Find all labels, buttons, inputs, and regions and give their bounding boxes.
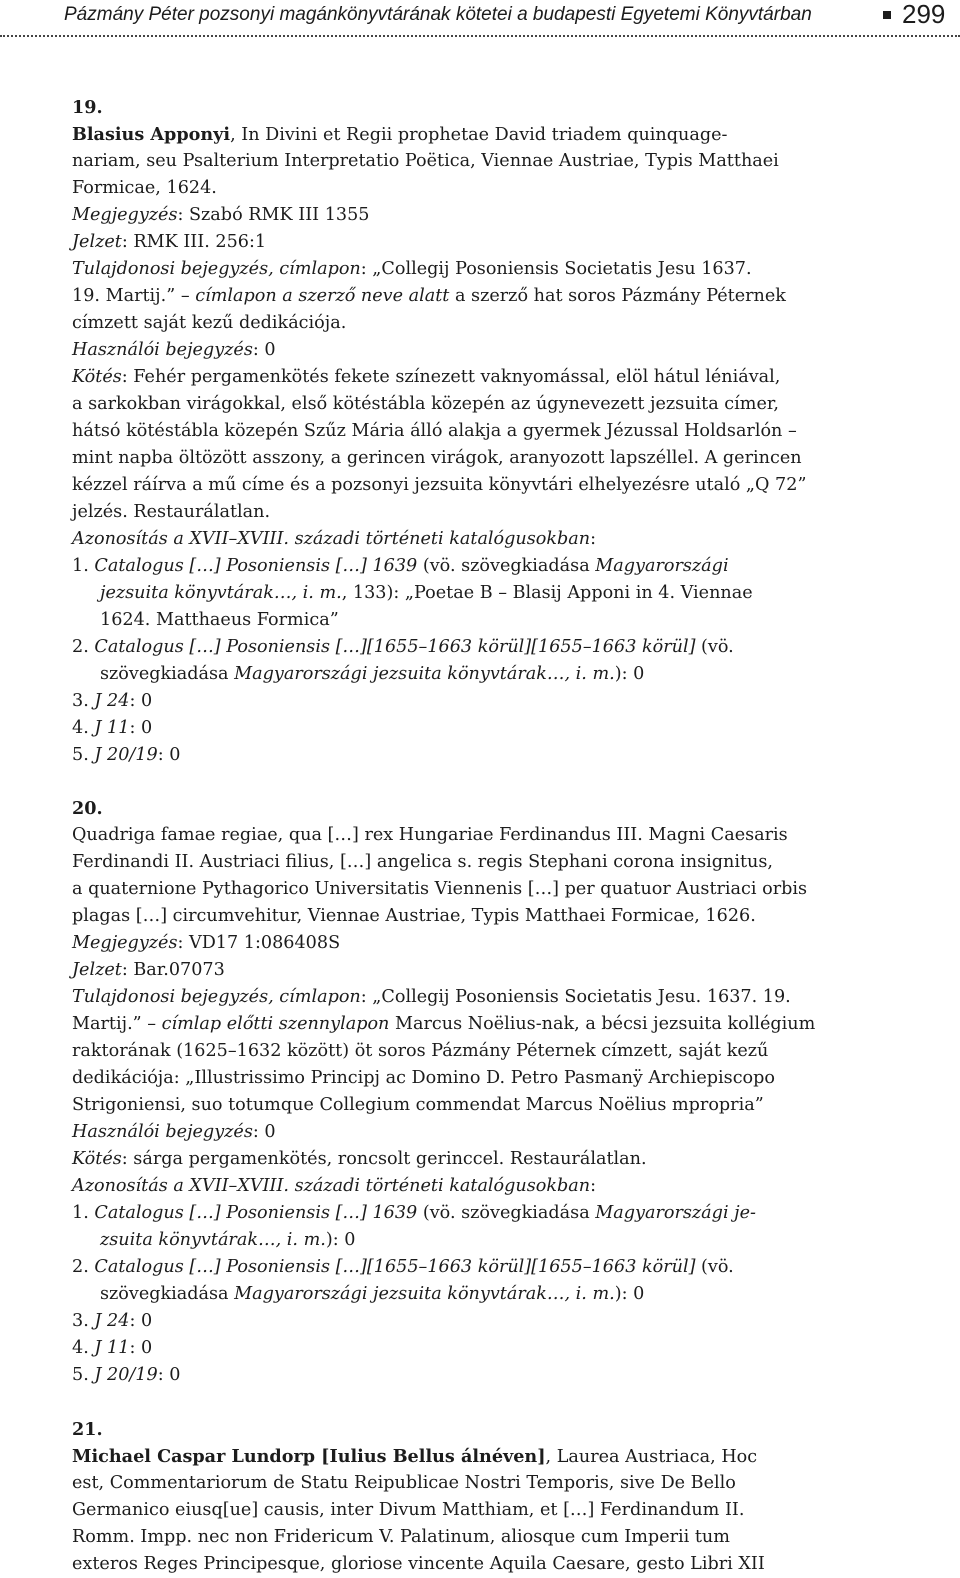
- text-run: : RMK III. 256:1: [121, 232, 267, 252]
- text-run: plagas […] circumvehitur, Viennae Austriae, Typis Matthaei Formicae, 1626.: [72, 906, 756, 926]
- text-line: [72, 634, 880, 661]
- text-run: Formicae, 1624.: [72, 178, 217, 198]
- line-text: [72, 1173, 596, 1200]
- line-text: [72, 310, 346, 337]
- text-line: [72, 148, 880, 175]
- bold-text: Blasius Apponyi: [72, 124, 231, 145]
- text-run: (vö. szövegkiadása: [417, 556, 596, 576]
- italic-label: Kötés: [72, 1149, 122, 1169]
- text-line: [72, 337, 880, 364]
- text-line: [72, 310, 880, 337]
- text-run: 4.: [72, 718, 95, 738]
- text-line: [72, 849, 880, 876]
- text-run: jelzés. Restaurálatlan.: [72, 502, 271, 522]
- italic-label: Magyarországi jezsuita könyvtárak…, i. m.: [234, 1284, 615, 1304]
- text-run: 1.: [72, 556, 95, 576]
- text-run: : 0: [252, 340, 276, 360]
- entry-number: 21.: [72, 1419, 103, 1440]
- text-run: (vö.: [695, 637, 734, 657]
- text-run: :: [590, 1176, 597, 1196]
- text-run: Ferdinandi II. Austriaci filius, […] angelica s. regis Stephani corona insignitus,: [72, 852, 773, 872]
- line-text: [72, 984, 791, 1011]
- text-run: a sarkokban virágokkal, első kötéstábla közepén az úgynevezett jezsuita címer,: [72, 394, 779, 414]
- entry-number: 20.: [72, 798, 103, 819]
- text-line: [72, 1443, 880, 1470]
- italic-label: Catalogus […] Posoniensis […][1655–1663 körül][1655–1663 körül]: [94, 1257, 696, 1277]
- italic-label: Catalogus […] Posoniensis […][1655–1663 körül][1655–1663 körül]: [94, 637, 696, 657]
- running-header: [0, 0, 960, 40]
- line-text: [72, 1065, 775, 1092]
- italic-label: Magyarországi jezsuita könyvtárak…, i. m.: [234, 664, 615, 684]
- italic-label: Tulajdonosi bejegyzés, címlapon: [72, 987, 361, 1007]
- italic-label: Azonosítás a XVII–XVIII. századi történeti katalógusokban: [72, 1176, 591, 1196]
- line-text: [72, 1308, 152, 1335]
- italic-label: Használói bejegyzés: [72, 1122, 253, 1142]
- text-run: 3.: [72, 1311, 95, 1331]
- line-text: [72, 1362, 180, 1389]
- italic-label: címlap előtti szennylapon: [161, 1014, 390, 1034]
- text-run: Strigoniensi, suo totumque Collegium commendat Marcus Noëlius mpropria”: [72, 1095, 764, 1115]
- entry-21: [72, 1416, 880, 1578]
- line-text: [72, 418, 797, 445]
- line-text: [72, 337, 276, 364]
- line-text: [72, 283, 786, 310]
- text-run: hátsó kötéstábla közepén Szűz Mária álló alakja a gyermek Jézussal Holdsarlón –: [72, 421, 797, 441]
- text-line: [72, 1335, 880, 1362]
- text-line: [72, 742, 880, 769]
- text-line: [72, 499, 880, 526]
- text-line: [72, 256, 880, 283]
- text-line: [72, 1146, 880, 1173]
- text-run: mint napba öltözött asszony, a gerincen virágok, aranyozott lapszéllel. A gerincen: [72, 448, 802, 468]
- text-line: [72, 1497, 880, 1524]
- italic-label: J 24: [94, 1311, 130, 1331]
- line-text: [72, 1470, 736, 1497]
- line-text: [72, 1200, 756, 1227]
- italic-label: Megjegyzés: [72, 933, 178, 953]
- running-title: Pázmány Péter pozsonyi magánkönyvtárának kötetei a budapesti Egyetemi Könyvtárban: [64, 4, 812, 25]
- text-line: [72, 175, 880, 202]
- text-run: 19. Martij.” –: [72, 286, 196, 306]
- text-line: [72, 1038, 880, 1065]
- text-run: Quadriga famae regiae, qua […] rex Hungariae Ferdinandus III. Magni Caesaris: [72, 825, 788, 845]
- text-line: [72, 364, 880, 391]
- text-line: [72, 930, 880, 957]
- text-run: ): 0: [614, 664, 645, 684]
- text-run: szövegkiadása: [100, 664, 235, 684]
- text-run: , 133): „Poetae B – Blasij Apponi in 4. Viennae: [341, 583, 753, 603]
- text-line: [72, 903, 880, 930]
- line-text: [72, 1551, 765, 1578]
- italic-label: jezsuita könyvtárak…, i. m.: [100, 583, 342, 603]
- italic-label: Jelzet: [72, 232, 122, 252]
- text-run: : Bar.07073: [121, 960, 225, 980]
- line-text: [72, 1092, 764, 1119]
- line-text: [72, 148, 779, 175]
- text-run: 5.: [72, 745, 95, 765]
- line-text: [72, 364, 780, 391]
- text-run: : sárga pergamenkötés, roncsolt gerinccel. Restaurálatlan.: [121, 1149, 647, 1169]
- line-text: [72, 1254, 734, 1281]
- line-text: [72, 1146, 647, 1173]
- text-run: Martij.” –: [72, 1014, 162, 1034]
- text-line: [72, 1200, 880, 1227]
- italic-label: Tulajdonosi bejegyzés, címlapon: [72, 259, 361, 279]
- entry-body: [72, 1443, 880, 1578]
- text-run: : 0: [129, 1311, 153, 1331]
- line-text: [72, 1119, 276, 1146]
- text-line: [72, 1254, 880, 1281]
- italic-label: Kötés: [72, 367, 122, 387]
- italic-label: J 24: [94, 691, 130, 711]
- text-run: nariam, seu Psalterium Interpretatio Poëtica, Viennae Austriae, Typis Matthaei: [72, 151, 779, 171]
- italic-label: J 11: [94, 1338, 130, 1358]
- line-text: [72, 715, 152, 742]
- text-run: : VD17 1:086408S: [177, 933, 341, 953]
- text-run: a quaternione Pythagorico Universitatis Viennenis […] per quatuor Austriaci orbis: [72, 879, 808, 899]
- text-run: : 0: [129, 691, 153, 711]
- italic-label: Catalogus […] Posoniensis […] 1639: [94, 556, 418, 576]
- line-text: [72, 1038, 768, 1065]
- line-text: [72, 175, 217, 202]
- entry-20: [72, 795, 880, 1389]
- line-text: [72, 445, 802, 472]
- text-run: : 0: [129, 718, 153, 738]
- catalog-content: [72, 94, 880, 1578]
- line-text: [72, 688, 152, 715]
- italic-label: Magyarországi: [595, 556, 729, 576]
- text-line: [72, 957, 880, 984]
- italic-label: Azonosítás a XVII–XVIII. századi történeti katalógusokban: [72, 529, 591, 549]
- text-run: a szerző hat soros Pázmány Péternek: [449, 286, 786, 306]
- dotted-rule: [0, 35, 960, 37]
- text-run: , Laurea Austriaca, Hoc: [545, 1447, 758, 1467]
- line-text: [72, 1524, 730, 1551]
- text-run: 1.: [72, 1203, 95, 1223]
- text-line: [72, 984, 880, 1011]
- entry-19: [72, 94, 880, 769]
- text-run: 2.: [72, 1257, 95, 1277]
- text-run: 1624. Matthaeus Formica”: [100, 610, 339, 630]
- italic-label: J 20/19: [94, 745, 158, 765]
- text-line: [72, 1092, 880, 1119]
- line-text: [72, 634, 734, 661]
- text-line: [72, 1281, 880, 1308]
- text-run: : 0: [252, 1122, 276, 1142]
- text-line: [72, 1119, 880, 1146]
- text-run: : „Collegij Posoniensis Societatis Jesu. 1637. 19.: [360, 987, 791, 1007]
- text-run: Romm. Impp. nec non Fridericum V. Palatinum, aliosque cum Imperii tum: [72, 1527, 730, 1547]
- text-line: [72, 1308, 880, 1335]
- text-run: 5.: [72, 1365, 95, 1385]
- line-text: [72, 256, 752, 283]
- text-run: (vö. szövegkiadása: [417, 1203, 596, 1223]
- text-line: [72, 1065, 880, 1092]
- text-run: Germanico eiusq[ue] causis, inter Divum Matthiam, et […] Ferdinandum II.: [72, 1500, 745, 1520]
- text-run: : Szabó RMK III 1355: [177, 205, 370, 225]
- text-run: szövegkiadása: [100, 1284, 235, 1304]
- text-line: [72, 1011, 880, 1038]
- text-line: [72, 715, 880, 742]
- text-line: [72, 553, 880, 580]
- text-line: [72, 661, 880, 688]
- italic-label: Jelzet: [72, 960, 122, 980]
- line-text: [72, 499, 270, 526]
- line-text: [72, 1497, 744, 1524]
- text-line: [72, 1470, 880, 1497]
- line-text: [100, 580, 753, 607]
- line-text: [72, 930, 340, 957]
- text-run: : 0: [129, 1338, 153, 1358]
- line-text: [72, 391, 779, 418]
- text-line: [72, 229, 880, 256]
- line-text: [72, 903, 756, 930]
- text-line: [72, 1362, 880, 1389]
- text-run: raktorának (1625–1632 között) öt soros Pázmány Péternek címzett, saját kezű: [72, 1041, 769, 1061]
- text-run: 2.: [72, 637, 95, 657]
- entry-body: [72, 822, 880, 1389]
- text-line: [72, 391, 880, 418]
- line-text: [72, 742, 180, 769]
- text-line: [72, 121, 880, 148]
- text-run: est, Commentariorum de Statu Reipublicae Nostri Temporis, sive De Bello: [72, 1473, 736, 1493]
- text-line: [72, 472, 880, 499]
- line-text: [100, 1281, 644, 1308]
- text-line: [72, 822, 880, 849]
- text-line: [72, 1551, 880, 1578]
- italic-label: címlapon a szerző neve alatt: [195, 286, 450, 306]
- entry-number: 19.: [72, 97, 103, 118]
- text-run: (vö.: [695, 1257, 734, 1277]
- text-run: : 0: [157, 745, 181, 765]
- line-text: [72, 526, 596, 553]
- text-run: címzett saját kezű dedikációja.: [72, 313, 347, 333]
- text-line: [72, 1173, 880, 1200]
- text-line: [72, 283, 880, 310]
- page-number: 299: [902, 0, 946, 29]
- text-run: exteros Reges Principesque, gloriose vincente Aquila Caesare, gesto Libri XII: [72, 1554, 765, 1574]
- line-text: [72, 849, 773, 876]
- line-text: [72, 1011, 815, 1038]
- italic-label: Megjegyzés: [72, 205, 178, 225]
- line-text: [72, 1443, 757, 1471]
- text-run: ): 0: [325, 1230, 356, 1250]
- text-line: [72, 688, 880, 715]
- bold-text: Michael Caspar Lundorp [Iulius Bellus álnéven]: [72, 1446, 546, 1467]
- line-text: [100, 1227, 355, 1254]
- line-text: [72, 229, 266, 256]
- line-text: [100, 607, 339, 634]
- line-text: [100, 661, 644, 688]
- text-line: [72, 202, 880, 229]
- line-text: [72, 957, 225, 984]
- text-line: [72, 607, 880, 634]
- line-text: [72, 822, 788, 849]
- text-run: : Fehér pergamenkötés fekete színezett vaknyomással, elöl hátul léniával,: [121, 367, 781, 387]
- text-line: [72, 580, 880, 607]
- line-text: [72, 472, 806, 499]
- text-run: ): 0: [614, 1284, 645, 1304]
- italic-label: J 20/19: [94, 1365, 158, 1385]
- text-line: [72, 876, 880, 903]
- line-text: [72, 1335, 152, 1362]
- text-run: : 0: [157, 1365, 181, 1385]
- line-text: [72, 202, 369, 229]
- entry-spacer: [72, 769, 880, 795]
- italic-label: zsuita könyvtárak…, i. m.: [100, 1230, 326, 1250]
- line-text: [72, 876, 807, 903]
- italic-label: J 11: [94, 718, 130, 738]
- text-line: [72, 418, 880, 445]
- entry-body: [72, 121, 880, 769]
- text-line: [72, 445, 880, 472]
- italic-label: Használói bejegyzés: [72, 340, 253, 360]
- text-run: Marcus Noëlius-nak, a bécsi jezsuita kollégium: [389, 1014, 816, 1034]
- text-run: kézzel ráírva a mű címe és a pozsonyi jezsuita könyvtári elhelyezésre utaló „Q 72”: [72, 475, 807, 495]
- line-text: [72, 553, 729, 580]
- text-line: [72, 1227, 880, 1254]
- text-run: , In Divini et Regii prophetae David triadem quinquage-: [230, 125, 728, 145]
- line-text: [72, 121, 727, 149]
- entry-spacer: [72, 1389, 880, 1416]
- text-run: :: [590, 529, 597, 549]
- italic-label: Magyarországi je-: [595, 1203, 756, 1223]
- text-run: dedikációja: „Illustrissimo Principj ac Domino D. Petro Pasmanÿ Archiepiscopo: [72, 1068, 775, 1088]
- text-line: [72, 526, 880, 553]
- text-run: 4.: [72, 1338, 95, 1358]
- text-run: 3.: [72, 691, 95, 711]
- square-bullet-icon: [883, 11, 891, 19]
- text-run: : „Collegij Posoniensis Societatis Jesu 1637.: [360, 259, 752, 279]
- text-line: [72, 1524, 880, 1551]
- italic-label: Catalogus […] Posoniensis […] 1639: [94, 1203, 418, 1223]
